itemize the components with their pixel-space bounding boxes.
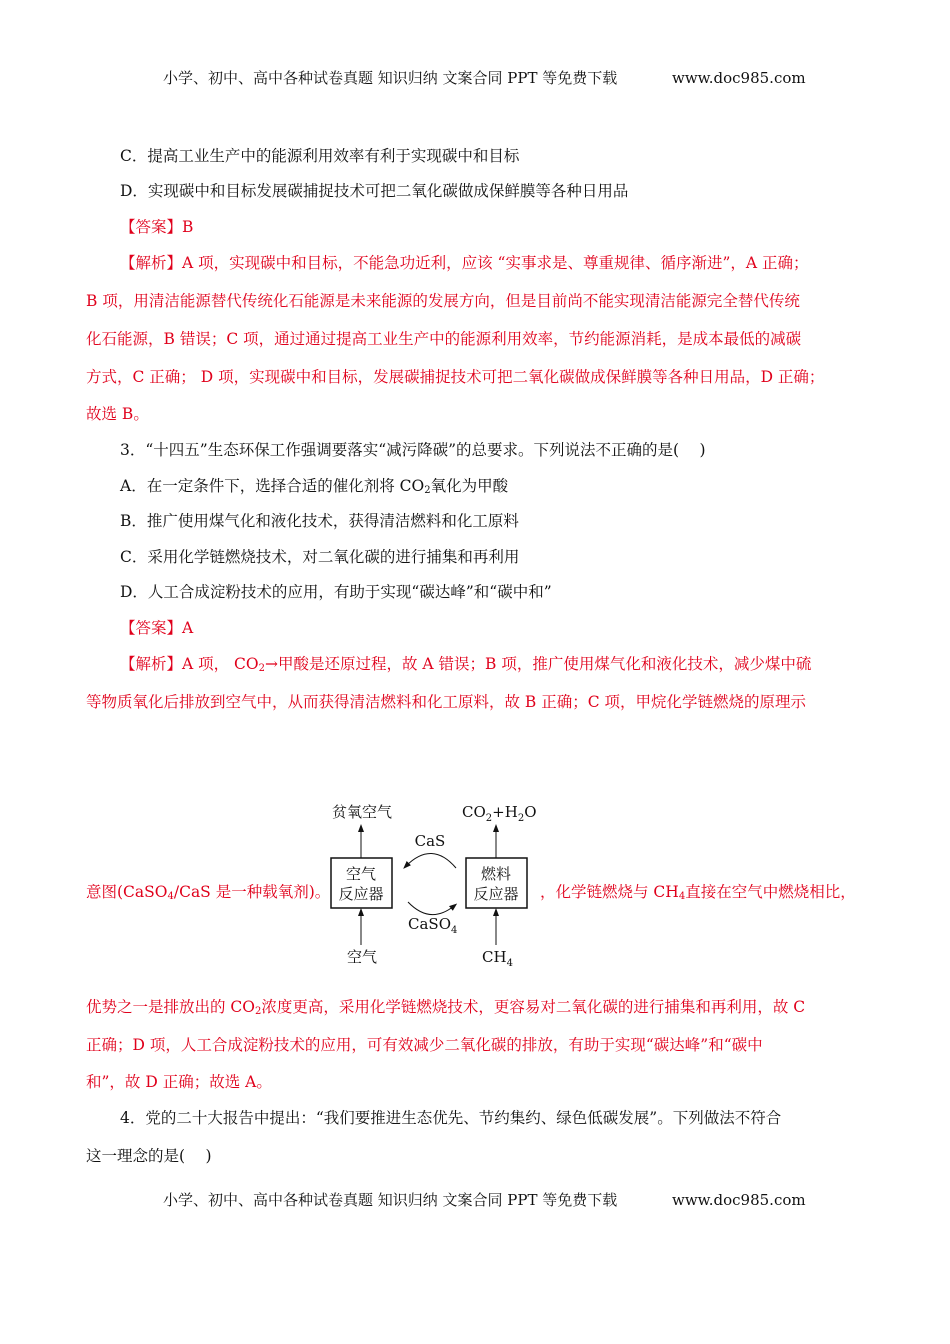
- footer-text: 小学、初中、高中各种试卷真题 知识归纳 文案合同 PPT 等免费下载: [163, 1191, 618, 1209]
- subscript: 4: [167, 891, 174, 902]
- q4-stem: 4．党的二十大报告中提出：“我们要推进生态优先、节约集约、绿色低碳发展”。下列做法不符合: [120, 1109, 782, 1127]
- q3-answer: 【答案】A: [120, 619, 194, 637]
- q2-answer: 【答案】B: [120, 218, 194, 236]
- text: →甲酸是还原过程，故 A 错误；B 项，推广使用煤气化和液化技术，减少煤中硫: [265, 655, 812, 673]
- text: 意图(CaSO: [86, 883, 168, 901]
- bottom-left-label: 空气: [346, 948, 378, 966]
- q3-stem: 3．“十四五”生态环保工作强调要落实“减污降碳”的总要求。下列说法不正确的是( ): [120, 441, 706, 459]
- q2-option-d: D．实现碳中和目标发展碳捕捉技术可把二氧化碳做成保鲜膜等各种日用品: [120, 182, 629, 200]
- top-left-label: 贫氧空气: [331, 803, 393, 821]
- q3-analysis-line: 正确；D 项，人工合成淀粉技术的应用，可有效减少二氧化碳的排放，有助于实现“碳达峰”和“碳中: [86, 1036, 763, 1054]
- text: 【解析】A 项， CO: [120, 655, 259, 673]
- q3-option-b: B．推广使用煤气化和液化技术，获得清洁燃料和化工原料: [120, 512, 519, 530]
- text: 直接在空气中燃烧相比，: [685, 883, 856, 901]
- subscript: 2: [424, 485, 431, 496]
- q3-analysis-line: 等物质氧化后排放到空气中，从而获得清洁燃料和化工原料，故 B 正确；C 项，甲烷化学链燃烧的原理示: [86, 693, 807, 711]
- text: /CaS 是一种载氧剂)。: [173, 883, 331, 901]
- text: 氧化为甲酸: [430, 477, 509, 495]
- subscript: 4: [678, 891, 686, 902]
- q2-option-c: C．提高工业生产中的能源利用效率有利于实现碳中和目标: [120, 147, 520, 165]
- cas-label: CaS: [414, 832, 446, 850]
- top-right-label: $CO_2+H_2O$: [462, 803, 537, 824]
- fuel-reactor-label: 反应器: [473, 885, 519, 903]
- text: 浓度更高，采用化学链燃烧技术，更容易对二氧化碳的进行捕集和再利用，故 C: [261, 998, 806, 1016]
- header-text: 小学、初中、高中各种试卷真题 知识归纳 文案合同 PPT 等免费下载: [163, 69, 618, 87]
- q2-analysis-line: 方式，C 正确； D 项，实现碳中和目标，发展碳捕捉技术可把二氧化碳做成保鲜膜等各种日用品，D 正确；: [86, 368, 825, 386]
- caso4-arrow: [408, 902, 454, 915]
- air-reactor-label: 反应器: [338, 885, 384, 903]
- q3-option-c: C．采用化学链燃烧技术，对二氧化碳的进行捕集和再利用: [120, 548, 520, 566]
- q3-option-d: D．人工合成淀粉技术的应用，有助于实现“碳达峰”和“碳中和”: [120, 583, 552, 601]
- text: A．在一定条件下，选择合适的催化剂将 CO: [120, 477, 425, 495]
- air-reactor-label: 空气: [345, 865, 377, 883]
- q2-analysis-line: 【解析】A 项，实现碳中和目标，不能急功近利，应该 “实事求是、尊重规律、循序渐进”，A 正确；: [120, 254, 809, 272]
- q4-stem: 这一理念的是( ): [86, 1147, 212, 1165]
- subscript: 2: [255, 1006, 262, 1017]
- cas-arrow: [406, 853, 456, 868]
- footer-site: www.doc985.com: [672, 1191, 806, 1209]
- q2-analysis-line: B 项，用清洁能源替代传统化石能源是未来能源的发展方向，但是目前尚不能实现清洁能源完全替代传统: [86, 292, 800, 310]
- header-site: www.doc985.com: [672, 69, 806, 87]
- fuel-reactor-label: 燃料: [480, 865, 512, 883]
- q2-analysis-line: 化石能源，B 错误；C 项，通过通过提高工业生产中的能源利用效率，节约能源消耗，是成本最低的减碳: [86, 330, 802, 348]
- subscript: 2: [258, 663, 265, 674]
- bottom-right-label: $CH_4$: [482, 948, 513, 969]
- text: 优势之一是排放出的 CO: [86, 998, 255, 1016]
- q2-analysis-line: 故选 B。: [86, 405, 149, 423]
- caso4-label: CaSO$_4$: [408, 915, 458, 936]
- text: ，化学链燃烧与 CH: [540, 883, 679, 901]
- q3-analysis-line: [86, 997, 805, 1017]
- q3-analysis-line: 和”，故 D 正确；故选 A。: [86, 1073, 272, 1091]
